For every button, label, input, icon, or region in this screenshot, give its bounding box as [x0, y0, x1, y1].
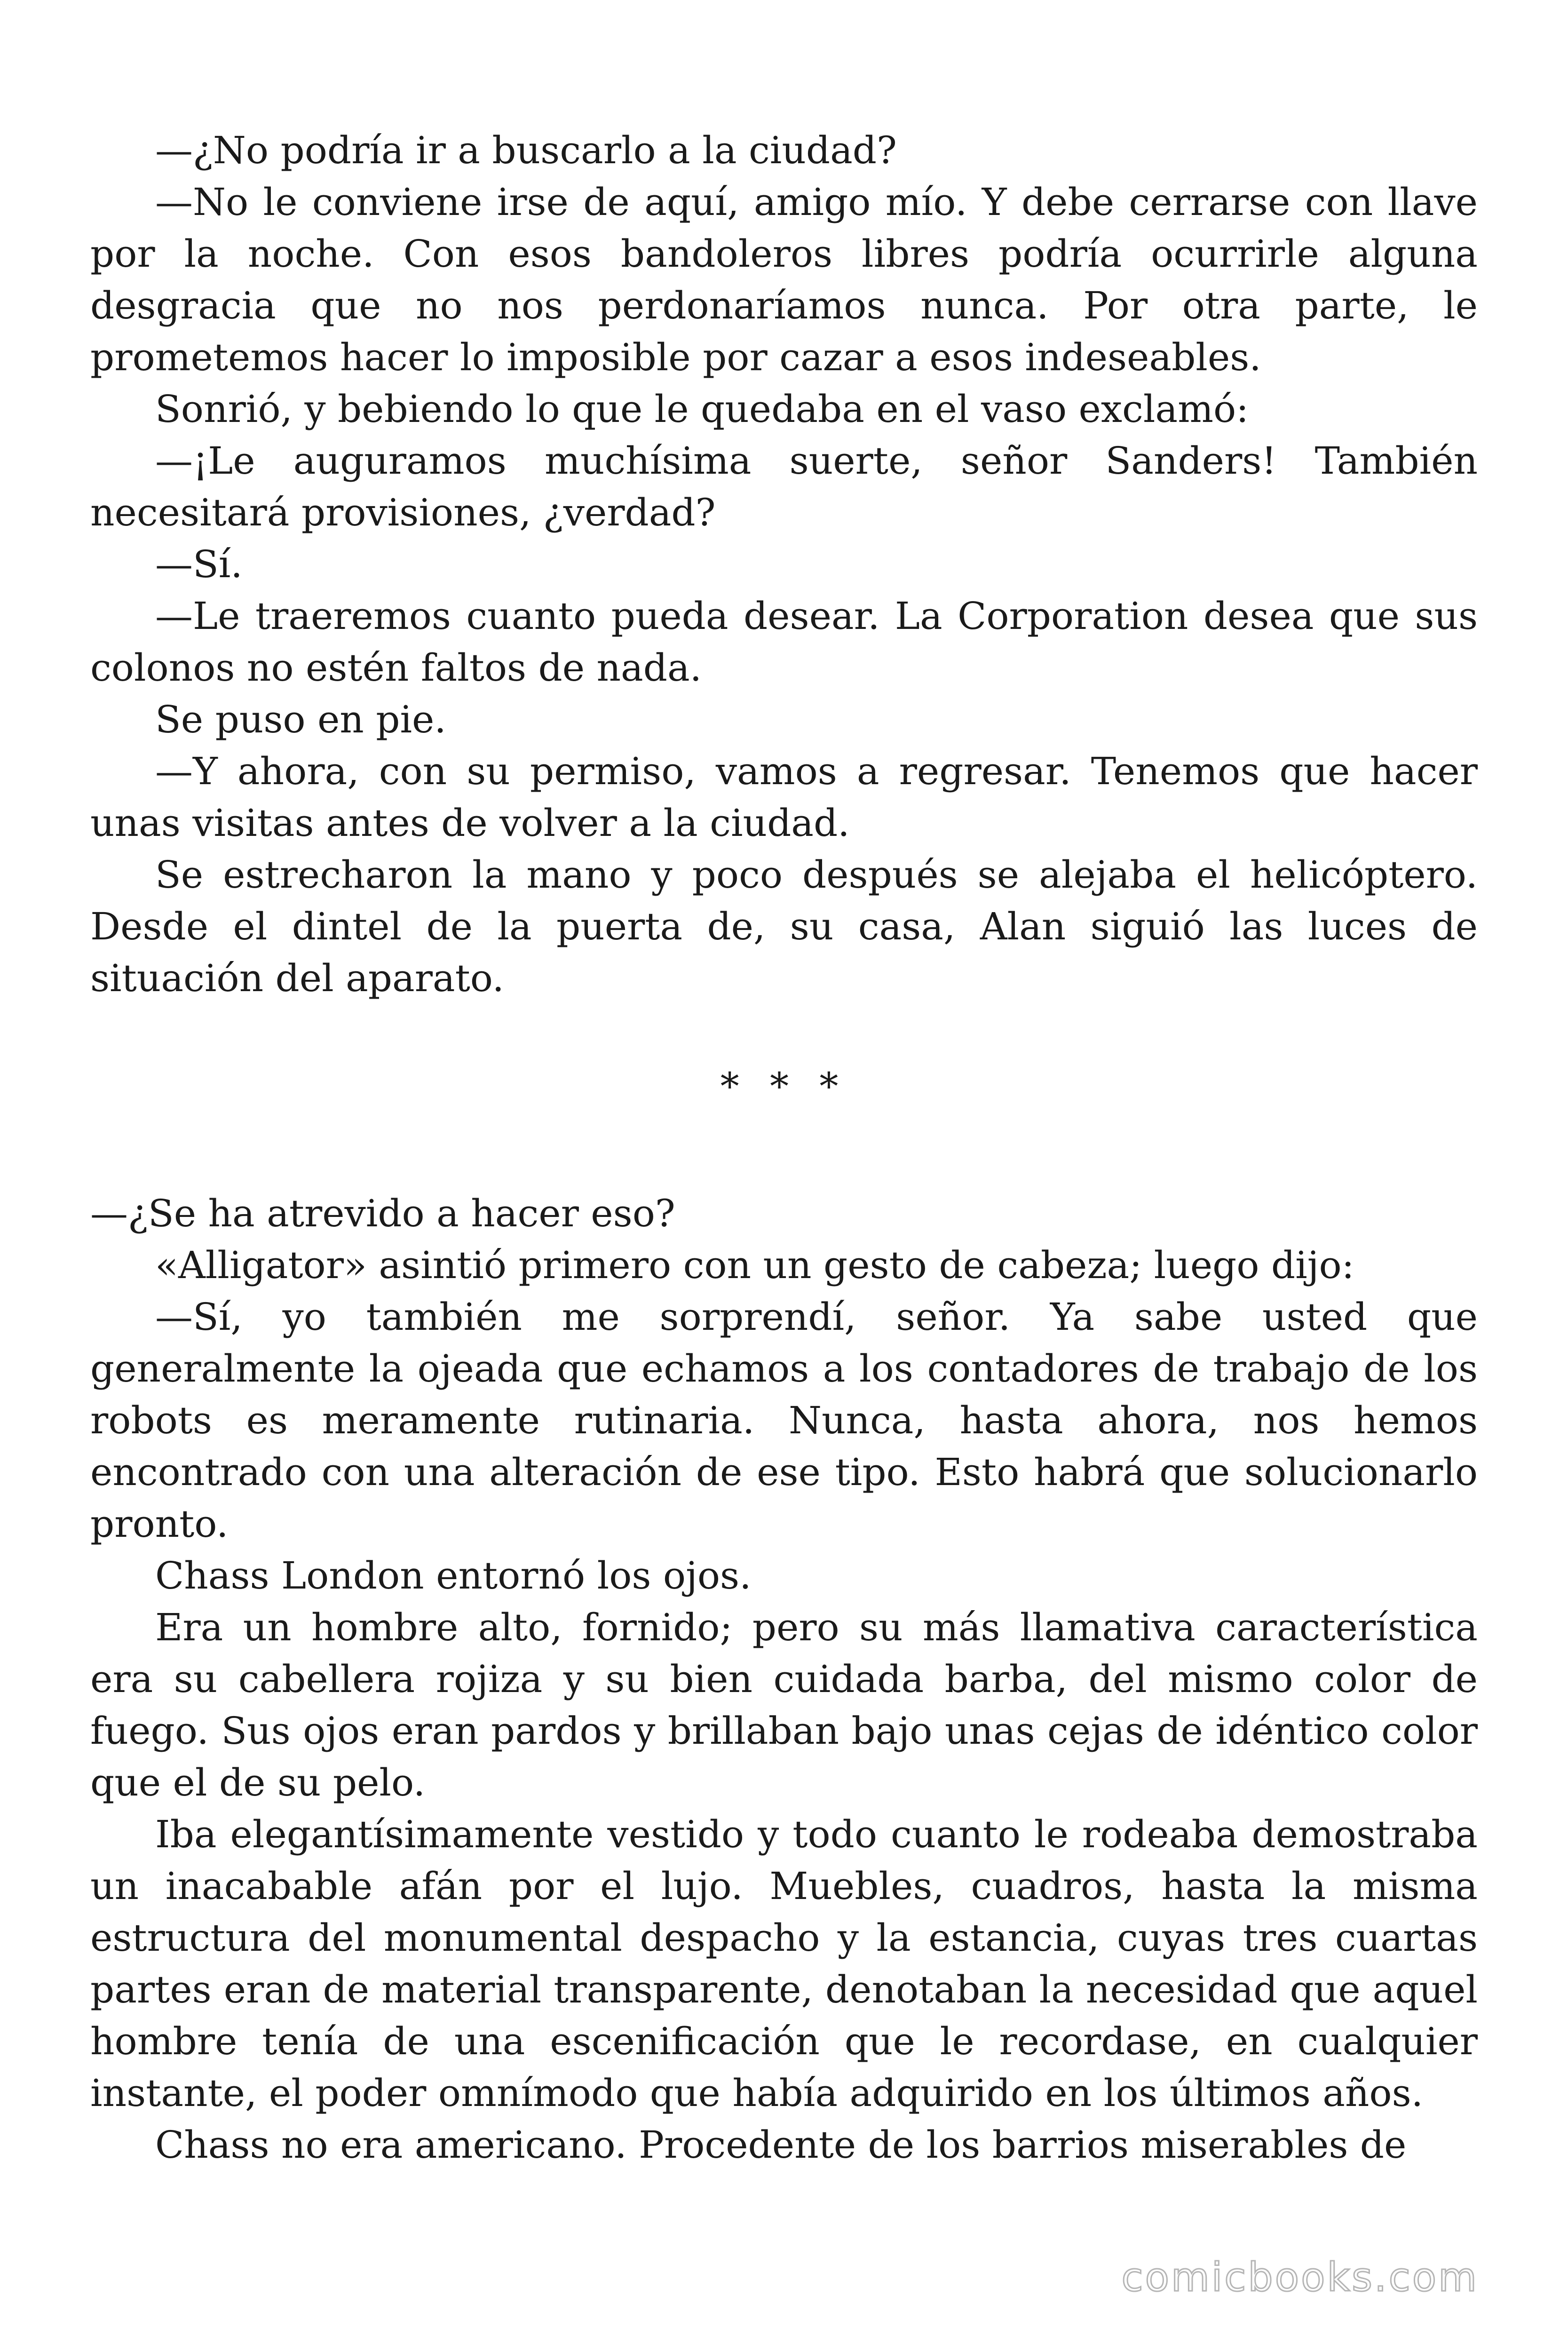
paragraph: —Sí, yo también me sorprendí, señor. Ya sabe usted que generalmente la ojeada que echamos a los contadores de trabajo de los robots es meramente rutinaria. Nunca, hasta ahora, nos hemos encontrado con una alteración de ese tipo. Esto habrá que solucionarlo pronto.	[90, 1295, 1478, 1546]
paragraph: Iba elegantísimamente vestido y todo cuanto le rodeaba demostraba un inacabable afán por el lujo. Muebles, cuadros, hasta la misma estructura del monumental despacho y la estancia, cuyas tres cuartas partes eran de material transparente, denotaban la necesidad que aquel hombre tenía de una escenificación que le recordase, en cualquier instante, el poder omnímodo que había adquirido en los últimos años.	[90, 1812, 1478, 2115]
paragraph: Sonrió, y bebiendo lo que le quedaba en el vaso exclamó:	[155, 387, 1249, 431]
book-page	[90, 125, 1478, 2171]
paragraph: —No le conviene irse de aquí, amigo mío. Y debe cerrarse con llave por la noche. Con esos bandoleros libres podría ocurrirle alguna desgracia que no nos perdonaríamos nunca. Por otra parte, le prometemos hacer lo imposible por cazar a esos indeseables.	[90, 180, 1478, 379]
paragraph: —¿Se ha atrevido a hacer eso?	[90, 1192, 675, 1235]
paragraph: Chass no era americano. Procedente de los barrios miserables de	[155, 2123, 1407, 2167]
paragraph: Se puso en pie.	[155, 698, 446, 741]
paragraph: —Le traeremos cuanto pueda desear. La Corporation desea que sus colonos no estén faltos de nada.	[90, 594, 1478, 690]
section-separator: * * *	[720, 1065, 848, 1108]
paragraph: —¿No podría ir a buscarlo a la ciudad?	[155, 128, 897, 172]
paragraph: —¡Le auguramos muchísima suerte, señor Sanders! También necesitará provisiones, ¿verdad?	[90, 439, 1478, 534]
paragraph: —Sí.	[155, 542, 243, 586]
paragraph: Chass London entornó los ojos.	[155, 1554, 752, 1597]
paragraph: «Alligator» asintió primero con un gesto de cabeza; luego dijo:	[155, 1243, 1354, 1287]
paragraph: Era un hombre alto, fornido; pero su más llamativa característica era su cabellera rojiza y su bien cuidada barba, del mismo color de fuego. Sus ojos eran pardos y brillaban bajo unas cejas de idéntico color que el de su pelo.	[90, 1605, 1478, 1804]
paragraph: Se estrecharon la mano y poco después se alejaba el helicóptero. Desde el dintel de la puerta de, su casa, Alan siguió las luces de situación del aparato.	[90, 853, 1478, 1000]
paragraph: —Y ahora, con su permiso, vamos a regresar. Tenemos que hacer unas visitas antes de volver a la ciudad.	[90, 749, 1478, 845]
watermark: comicbooks.com	[1121, 2254, 1479, 2300]
